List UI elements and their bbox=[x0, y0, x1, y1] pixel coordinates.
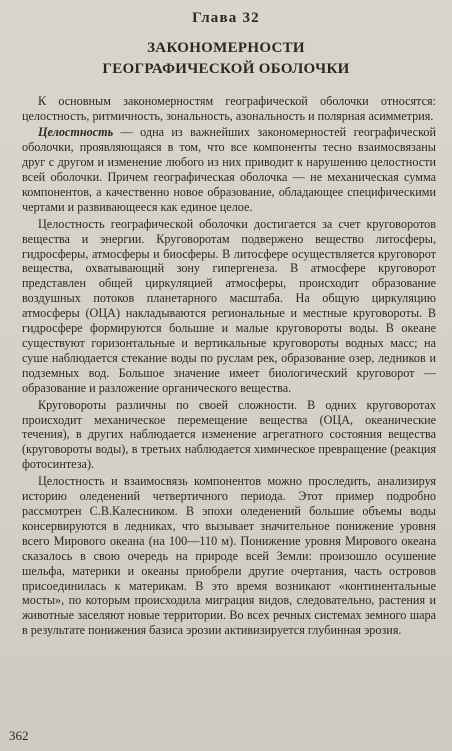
chapter-title-line-1: ЗАКОНОМЕРНОСТИ bbox=[147, 40, 305, 56]
paragraph-integrity bbox=[22, 125, 436, 215]
term-integrity: Целостность bbox=[38, 125, 114, 140]
body-text bbox=[22, 94, 436, 640]
page-number: 362 bbox=[9, 728, 29, 743]
chapter-title bbox=[0, 38, 452, 80]
chapter-heading: Глава 32 bbox=[192, 10, 260, 26]
paragraph-glaciation: Целостность и взаимосвязь компонентов можно проследить, анализируя историю оледенений четвертичного периода. Этот пример подробно рассмотрен С.В.Калесником. В эпохи оледенений большие объемы воды консервируются в ледниках, что вызывает значительное понижение уровня всего Мирового океана (на 100—110 м). Понижение уровня Мирового океана сказалось в свою очередь на природе всей Земли: произошло осушение шельфа, материки и океаны приобрели другие очертания, часть островов присоединилась к материкам. В это время возникают «континентальные мосты», по которым происходила миграция видов, следовательно, растения и животные заселяют новые территории. Во всех речных системах земного шара в результате понижения базиса эрозии активизируется глубинная эрозия. bbox=[22, 473, 436, 638]
paragraph-intro: К основным закономерностям географической оболочки относятся: целостность, ритмичность, зональность, азональность и полярная асимметрия. bbox=[22, 94, 436, 123]
paragraph-integrity-text: — одна из важнейших закономерностей географической оболочки, проявляющаяся в том, что все компоненты тесно взаимосвязаны друг с другом и изменение любого из них приводит к нарушению целостности всей оболочки. Причем географическая оболочка — не механическая сумма компонентов, а качественно новое образование, обладающее специфическими чертами и развивающееся как единое целое. bbox=[22, 125, 436, 215]
paragraph-cycle-complexity: Круговороты различны по своей сложности. В одних круговоротах происходит механическое перемещение вещества (ОЦА, океанические течения), в других наблюдается изменение агрегатного состояния вещества (круговороты воды), в третьих наблюдается химическое превращение (реакция фотосинтеза). bbox=[22, 397, 436, 472]
chapter-title-line-2: ГЕОГРАФИЧЕСКОЙ ОБОЛОЧКИ bbox=[102, 61, 350, 77]
paragraph-cycles: Целостность географической оболочки достигается за счет круговоротов вещества и энергии. Круговоротам подвержено вещество литосферы, гидросферы, атмосферы и биосферы. В литосфере осуществляется круговорот вещества, охватывающий зону гипергенеза. В атмосфере круговорот представлен общей циркуляцией атмосферы, происходит образование воздушных потоков планетарного масштаба. На общую циркуляцию атмосферы (ОЦА) накладываются региональные и местные круговороты. В гидросфере формируются большие и малые круговороты воды. В океане существуют горизонтальные и вертикальные круговороты водных масс; на суше наблюдается стекание воды по руслам рек, образование озер, ледников и подземных вод. Большое значение имеет биологический круговорот — образование и разложение органического вещества. bbox=[22, 216, 436, 396]
